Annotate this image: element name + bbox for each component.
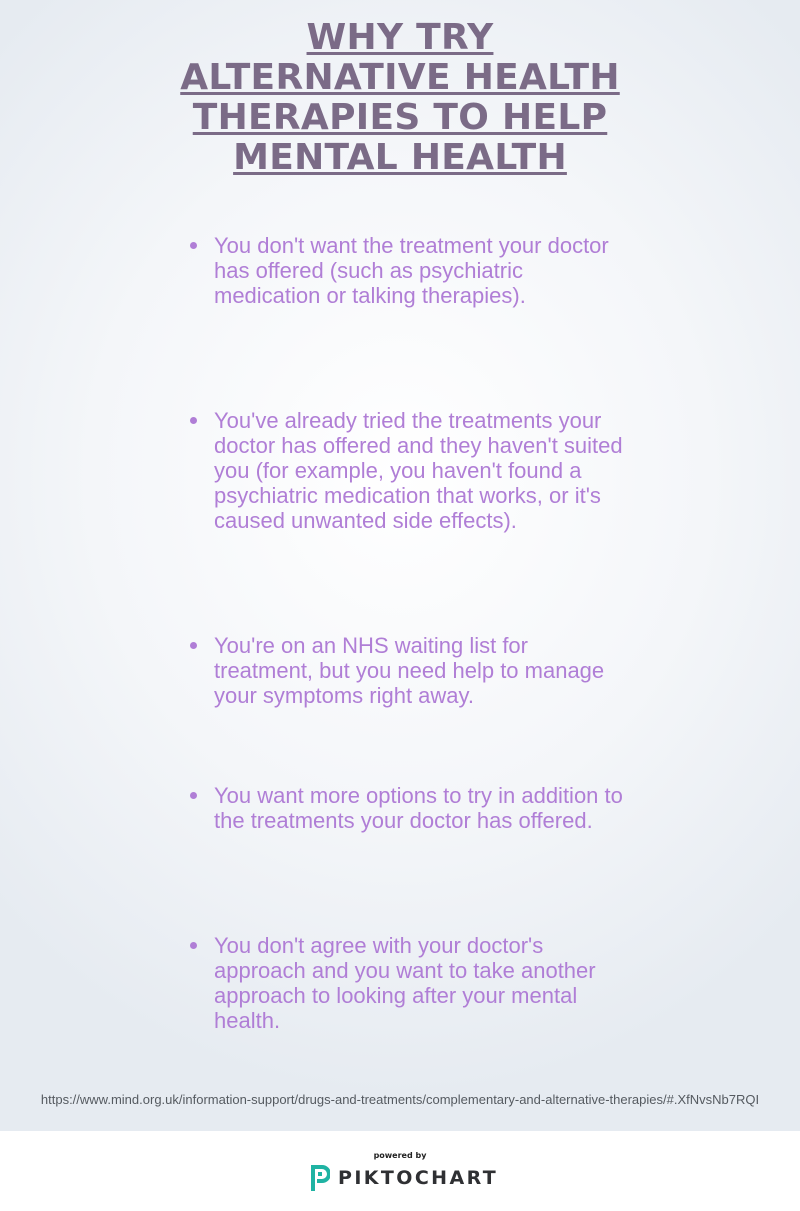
list-item	[190, 633, 630, 708]
footer	[0, 1131, 800, 1211]
brand-name: PIKTOCHART	[338, 1167, 499, 1189]
title-line-3: THERAPIES TO HELP	[192, 97, 608, 138]
bullet-dot-icon	[190, 417, 197, 424]
list-item-text: You've already tried the treatments your doctor has offered and they haven't suited you (for example, you haven't found a psychiatric medication that works, or it's caused unwanted side effects).	[214, 408, 623, 533]
list-item	[190, 233, 630, 308]
list-item	[190, 783, 630, 833]
title-line-4: MENTAL HEALTH	[233, 137, 567, 178]
piktochart-logo-icon	[310, 1165, 330, 1191]
list-item	[190, 933, 630, 1033]
list-item	[190, 408, 630, 533]
powered-by-label: powered by	[373, 1151, 427, 1160]
list-item-text: You don't agree with your doctor's approach and you want to take another approach to looking after your mental health.	[214, 933, 596, 1033]
page-title	[100, 18, 700, 178]
title-line-2: ALTERNATIVE HEALTH	[180, 57, 620, 98]
bullet-dot-icon	[190, 642, 197, 649]
bullet-dot-icon	[190, 942, 197, 949]
bullet-dot-icon	[190, 792, 197, 799]
list-item-text: You don't want the treatment your doctor has offered (such as psychiatric medication or talking therapies).	[214, 233, 609, 308]
title-line-1: WHY TRY	[306, 17, 494, 58]
piktochart-brand[interactable]	[310, 1165, 498, 1191]
source-url[interactable]: https://www.mind.org.uk/information-support/drugs-and-treatments/complementary-and-alternative-therapies/#.XfNvsNb7RQI	[40, 1092, 760, 1107]
list-item-text: You're on an NHS waiting list for treatment, but you need help to manage your symptoms right away.	[214, 633, 605, 708]
list-item-text: You want more options to try in addition to the treatments your doctor has offered.	[214, 783, 623, 833]
bullet-dot-icon	[190, 242, 197, 249]
